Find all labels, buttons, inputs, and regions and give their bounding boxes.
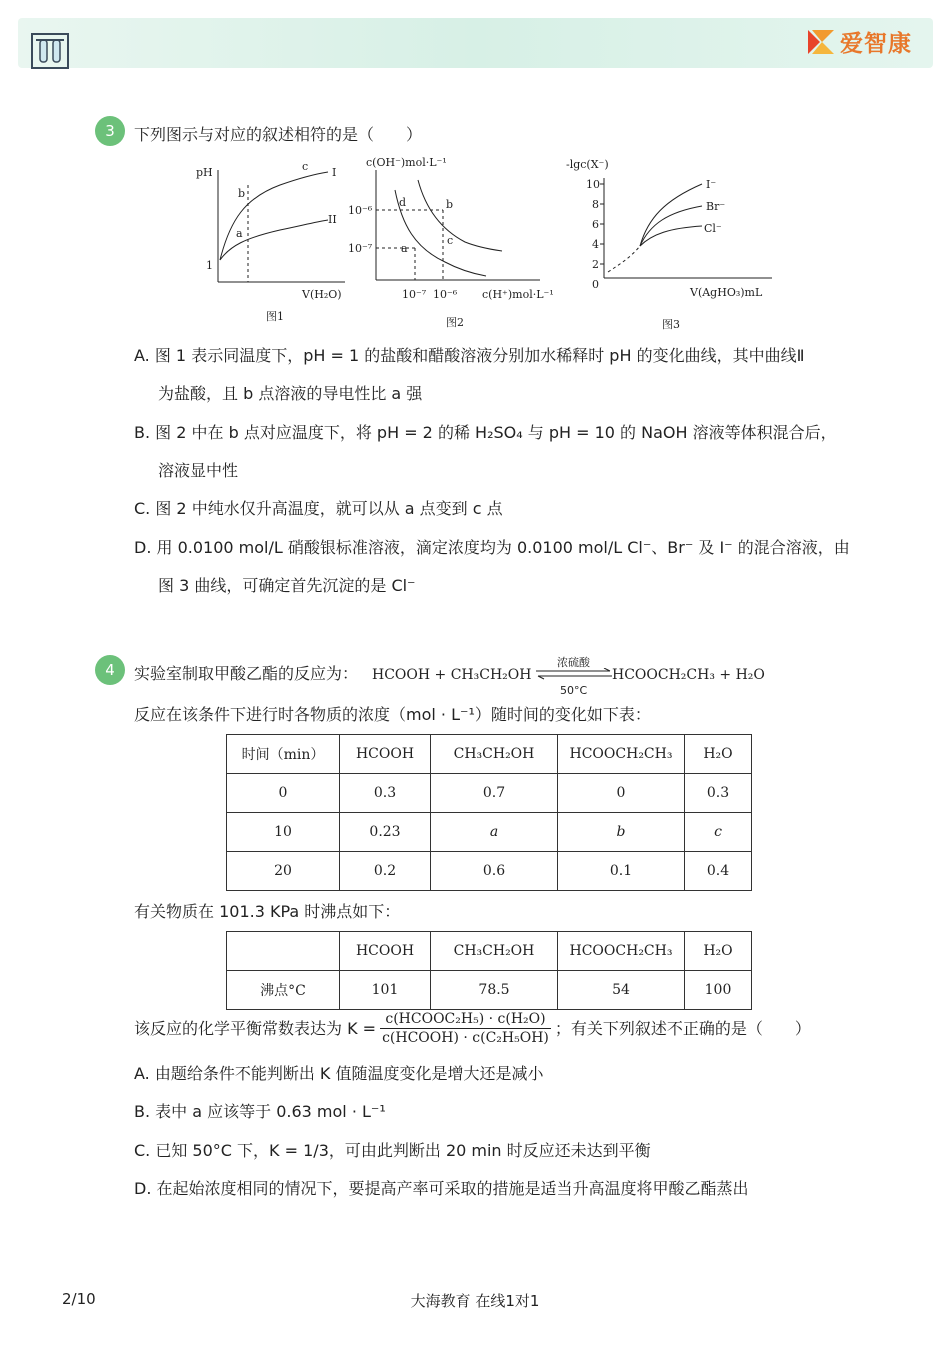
table-row <box>227 852 752 891</box>
header-band <box>18 18 933 68</box>
fig2-point-a: a <box>401 242 408 255</box>
table-row <box>227 774 752 813</box>
fig2-point-c: c <box>447 234 454 247</box>
fig1-curve-II: II <box>328 213 337 226</box>
q3-option-a-line2: 为盐酸，且 b 点溶液的导电性比 a 强 <box>158 384 423 403</box>
fig1-point-a: a <box>236 227 243 240</box>
table-row <box>227 813 752 852</box>
table-cell: 0 <box>227 774 340 813</box>
q3-option-c: C. 图 2 中纯水仅升高温度，就可以从 a 点变到 c 点 <box>134 499 503 518</box>
table-cell: 0.3 <box>340 774 431 813</box>
q3-option-d-line1: D. 用 0.0100 mol/L 硝酸银标准溶液，滴定浓度均为 0.0100 mol/L Cl⁻、Br⁻ 及 I⁻ 的混合溶液，由 <box>134 538 850 557</box>
q3-stem: 下列图示与对应的叙述相符的是（ ） <box>134 125 423 144</box>
table-cell: 0.7 <box>431 774 558 813</box>
table-cell: 20 <box>227 852 340 891</box>
table-cell: 54 <box>558 971 685 1010</box>
brand-logo <box>806 25 912 58</box>
fig3-tick-8: 8 <box>592 198 599 211</box>
q4-equation-catalyst: 浓硫酸 <box>557 656 590 669</box>
fig1-y0: 1 <box>206 259 213 272</box>
fig3-tick-4: 4 <box>592 238 599 251</box>
q4-equation-right: HCOOCH₂CH₃ + H₂O <box>612 667 765 683</box>
fig1-caption: 图1 <box>266 310 284 323</box>
table-cell: 0.23 <box>340 813 431 852</box>
q4-equilibrium-line <box>134 1010 811 1047</box>
fig2-point-d: d <box>399 196 407 209</box>
fig3-tick-0: 0 <box>592 278 599 291</box>
k-expression-prefix: 该反应的化学平衡常数表达为 K = <box>134 1018 377 1038</box>
brand-mark-icon <box>806 28 836 56</box>
q4-option-d: D. 在起始浓度相同的情况下，要提高产率可采取的措施是适当升高温度将甲酸乙酯蒸出 <box>134 1179 749 1198</box>
figure-1 <box>196 160 345 323</box>
fig3-tick-6: 6 <box>592 218 599 231</box>
table-cell: 0.2 <box>340 852 431 891</box>
header-cell: CH₃CH₂OH <box>431 932 558 971</box>
header-cell: H₂O <box>685 735 752 774</box>
table-cell: 沸点°C <box>227 971 340 1010</box>
concentration-table <box>226 734 752 891</box>
fig3-xlabel: V(AgHO₃)mL <box>690 286 763 299</box>
footer-center-text: 大海教育 在线1对1 <box>410 1292 540 1310</box>
q3-option-b-line1: B. 图 2 中在 b 点对应温度下，将 pH = 2 的稀 H₂SO₄ 与 pH = 10 的 NaOH 溶液等体积混合后， <box>134 423 837 442</box>
fig1-ylabel: pH <box>196 166 213 179</box>
fig2-caption: 图2 <box>446 316 464 329</box>
table-cell: 0.1 <box>558 852 685 891</box>
header-cell: CH₃CH₂OH <box>431 735 558 774</box>
q4-table-intro: 反应在该条件下进行时各物质的浓度（mol · L⁻¹）随时间的变化如下表： <box>134 705 651 724</box>
table-cell: a <box>431 813 558 852</box>
question-number-3: 3 <box>95 116 125 146</box>
table-cell: 10 <box>227 813 340 852</box>
fig3-tick-10: 10 <box>586 178 600 191</box>
fig3-tick-2: 2 <box>592 258 599 271</box>
table-cell: 0.6 <box>431 852 558 891</box>
k-expression-suffix: ；有关下列叙述不正确的是（ ） <box>554 1018 811 1038</box>
header-cell <box>227 932 340 971</box>
q4-option-c: C. 已知 50°C 下，K = 1/3，可由此判断出 20 min 时反应还未达到平衡 <box>134 1141 651 1160</box>
header-cell: 时间（min） <box>227 735 340 774</box>
q4-equation-temperature: 50°C <box>560 684 588 697</box>
q4-option-b: B. 表中 a 应该等于 0.63 mol · L⁻¹ <box>134 1102 386 1121</box>
q3-option-a-line1: A. 图 1 表示同温度下，pH = 1 的盐酸和醋酸溶液分别加水稀释时 pH 的变化曲线，其中曲线Ⅱ <box>134 346 805 365</box>
k-numerator: c(HCOOC₂H₅) · c(H₂O) <box>380 1010 551 1029</box>
fig3-curve-I: I⁻ <box>706 178 717 191</box>
q4-equation-left: HCOOH + CH₃CH₂OH <box>372 667 532 683</box>
k-denominator: c(HCOOH) · c(C₂H₅OH) <box>382 1030 549 1046</box>
brand-name: 爱智康 <box>840 31 912 57</box>
q3-option-d-line2: 图 3 曲线，可确定首先沉淀的是 Cl⁻ <box>158 576 416 595</box>
fig2-ylabel: c(OH⁻)mol·L⁻¹ <box>366 156 447 169</box>
table-header-row <box>227 735 752 774</box>
fig2-x-lo: 10⁻⁷ <box>402 288 427 301</box>
fig3-ylabel: -lgc(X⁻) <box>566 158 609 171</box>
header-cell: HCOOH <box>340 735 431 774</box>
k-fraction <box>380 1010 551 1047</box>
header-cell: HCOOCH₂CH₃ <box>558 735 685 774</box>
q4-option-a: A. 由题给条件不能判断出 K 值随温度变化是增大还是减小 <box>134 1064 544 1083</box>
table-cell: 100 <box>685 971 752 1010</box>
table-cell: b <box>558 813 685 852</box>
fig1-point-c: c <box>302 160 309 173</box>
table-cell: 78.5 <box>431 971 558 1010</box>
table-cell: 101 <box>340 971 431 1010</box>
fig3-curve-Br: Br⁻ <box>706 200 726 213</box>
table-cell: 0.3 <box>685 774 752 813</box>
fig3-curve-Cl: Cl⁻ <box>704 222 722 235</box>
figure-3 <box>566 158 772 331</box>
fig2-y-lo: 10⁻⁷ <box>348 242 373 255</box>
fig3-caption: 图3 <box>662 318 680 331</box>
q4-boiling-intro: 有关物质在 101.3 KPa 时沸点如下： <box>134 902 401 921</box>
table-cell: 0 <box>558 774 685 813</box>
beaker-logo-icon <box>30 30 70 70</box>
table-cell: 0.4 <box>685 852 752 891</box>
question-number-4: 4 <box>95 655 125 685</box>
page-number: 2/10 <box>62 1290 96 1308</box>
fig2-xlabel: c(H⁺)mol·L⁻¹ <box>482 288 554 301</box>
table-cell: c <box>685 813 752 852</box>
fig2-point-b: b <box>446 198 454 211</box>
header-cell: H₂O <box>685 932 752 971</box>
q4-stem: 实验室制取甲酸乙酯的反应为： <box>134 664 359 683</box>
boiling-point-table <box>226 931 752 1010</box>
fig2-x-hi: 10⁻⁶ <box>433 288 458 301</box>
fig1-xlabel: V(H₂O) <box>302 288 342 301</box>
header-cell: HCOOH <box>340 932 431 971</box>
reversible-arrow-icon <box>536 668 612 680</box>
fig1-point-b: b <box>238 187 246 200</box>
table-row <box>227 971 752 1010</box>
q3-option-b-line2: 溶液显中性 <box>158 461 239 480</box>
q3-figures <box>190 150 790 340</box>
fig1-curve-I: I <box>332 166 337 179</box>
header-cell: HCOOCH₂CH₃ <box>558 932 685 971</box>
table-header-row <box>227 932 752 971</box>
fig2-y-hi: 10⁻⁶ <box>348 204 373 217</box>
figure-2 <box>348 156 554 329</box>
